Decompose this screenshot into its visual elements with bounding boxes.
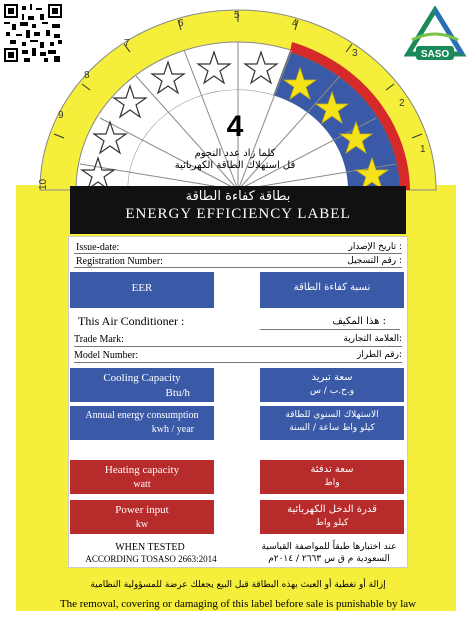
- scale-number-9: 9: [58, 110, 64, 121]
- eer-box: [70, 272, 214, 308]
- cooling-unit-ar: و.ح.ب / س: [309, 386, 355, 396]
- qr-code: [4, 4, 62, 62]
- trade-mark-label-ar: العلامة التجارية:: [343, 334, 402, 344]
- divider: [260, 329, 400, 330]
- star-rating-value: 4: [226, 110, 244, 143]
- saso-logo: [402, 6, 468, 66]
- heating-box-ar: [260, 460, 404, 494]
- product-heading-ar: هذا المكيف :: [332, 316, 386, 327]
- annual-label: Annual energy consumption: [85, 410, 199, 421]
- heating-label: Heating capacity: [104, 464, 180, 476]
- power-input-box: [70, 500, 214, 534]
- scale-number-3: 3: [352, 48, 358, 59]
- issue-date-label: Issue-date:: [76, 242, 120, 253]
- eer-box-ar: [260, 272, 404, 308]
- model-number-label: Model Number:: [74, 350, 139, 361]
- annual-consumption-box-ar: [260, 406, 404, 440]
- scale-number-5: 5: [234, 10, 240, 21]
- trade-mark-label: Trade Mark:: [74, 334, 124, 345]
- power-label: Power input: [115, 504, 169, 516]
- divider: [74, 346, 402, 347]
- scale-number-10: 10: [38, 178, 49, 190]
- divider: [74, 253, 402, 254]
- power-label-ar: قدرة الدخل الكهربائية: [287, 504, 377, 515]
- scale-number-2: 2: [399, 98, 405, 109]
- registration-label: Registration Number:: [76, 256, 163, 267]
- stars-caption-line1: كلما زاد عدد النجوم: [194, 148, 276, 159]
- title-english: ENERGY EFFICIENCY LABEL: [125, 206, 351, 222]
- cooling-label-ar: سعة تبريد: [311, 372, 353, 383]
- heating-box: [70, 460, 214, 494]
- tested-line1: WHEN TESTED: [115, 542, 185, 553]
- product-heading: This Air Conditioner :: [78, 314, 185, 328]
- scale-number-8: 8: [84, 70, 90, 81]
- power-input-box-ar: [260, 500, 404, 534]
- annual-unit: kwh / year: [151, 424, 194, 435]
- heating-label-ar: سعة تدفئة: [310, 464, 354, 475]
- title-bar: [70, 186, 406, 234]
- model-number-label-ar: رقم الطراز:: [357, 350, 402, 360]
- tested-line2-ar: السعودية م ق س ٢٦٦٣ / ٢٠١٤م: [268, 554, 390, 564]
- eer-label: EER: [131, 282, 153, 294]
- scale-number-6: 6: [178, 18, 184, 29]
- scale-number-4: 4: [292, 18, 298, 29]
- cooling-label: Cooling Capacity: [103, 372, 181, 384]
- heating-unit: watt: [133, 479, 151, 490]
- heating-unit-ar: واط: [324, 478, 340, 488]
- divider: [74, 362, 402, 363]
- tested-line2: ACCORDING TOSASO 2663:2014: [85, 554, 217, 564]
- annual-unit-ar: كيلو واط ساعة / السنة: [289, 423, 375, 433]
- footer-warning-ar: إزالة أو تغطية أو العبث بهذه البطاقة قبل البيع يجعلك عرضة للمسؤولية النظامية: [90, 580, 386, 590]
- tested-line1-ar: عند اختبارها طبقاً للمواصفة القياسية: [261, 542, 397, 552]
- registration-label-ar: رقم التسجيل :: [347, 256, 402, 266]
- stars-caption-line2: قل استهلاك الطاقة الكهربائية: [174, 160, 296, 171]
- cooling-box-ar: [260, 368, 404, 402]
- power-unit-ar: كيلو واط: [315, 518, 349, 528]
- issue-date-label-ar: تاريخ الإصدار :: [348, 242, 402, 252]
- scale-number-1: 1: [420, 144, 426, 155]
- eer-label-ar: نسبة كفاءة الطاقة: [293, 282, 371, 293]
- svg-text:SASO: SASO: [420, 49, 450, 60]
- scale-number-7: 7: [124, 38, 130, 49]
- annual-label-ar: الاستهلاك السنوي للطاقة: [285, 410, 379, 420]
- power-unit: kw: [135, 519, 149, 530]
- cooling-box: [70, 368, 214, 402]
- annual-consumption-box: [70, 406, 214, 440]
- cooling-unit: Btu/h: [165, 387, 190, 399]
- divider: [74, 267, 402, 268]
- footer-warning: The removal, covering or damaging of this label before sale is punishable by law: [59, 598, 417, 610]
- title-arabic: بطاقة كفاءة الطاقة: [185, 189, 291, 204]
